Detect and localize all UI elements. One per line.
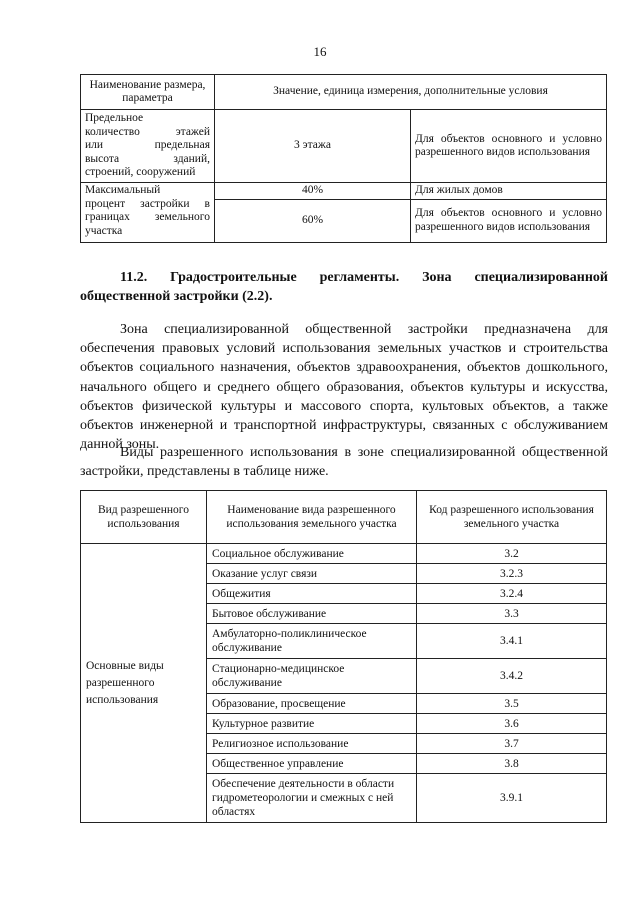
use-code: 3.9.1 [417, 774, 607, 823]
floors-row [81, 110, 607, 183]
coverage-param-line: Максимальный [85, 184, 161, 196]
page-number: 16 [313, 44, 327, 59]
section-heading: 11.2. Градостроительные регламенты. Зона специализированной общественной застройки (2.2). [80, 270, 608, 304]
floors-param-line: высота зданий, [85, 152, 210, 165]
value-header: Значение, единица измерения, дополнительные условия [215, 75, 607, 110]
use-code: 3.2.3 [417, 564, 607, 584]
use-name: Общежития [207, 584, 417, 604]
use-name: Оказание услуг связи [207, 564, 417, 584]
permitted-use-table-header [81, 491, 607, 544]
coverage-param-line: процент застройки в [85, 197, 210, 210]
coverage-value-other: 60% [215, 199, 411, 242]
use-name: Бытовое обслуживание [207, 604, 417, 624]
use-name: Стационарно-медицинское обслуживание [207, 659, 417, 694]
use-code: 3.4.1 [417, 624, 607, 659]
name-header: Наименование вида разрешенного использования земельного участка [207, 491, 417, 544]
use-name: Амбулаторно-поликлиническое обслуживание [207, 624, 417, 659]
use-name: Религиозное использование [207, 734, 417, 754]
use-name: Общественное управление [207, 754, 417, 774]
floors-param-line: или предельная [85, 139, 210, 152]
coverage-value-residential: 40% [215, 183, 411, 200]
use-name: Образование, просвещение [207, 694, 417, 714]
use-code: 3.5 [417, 694, 607, 714]
permitted-use-table [80, 490, 607, 823]
coverage-param-line: границах земельного [85, 211, 210, 223]
paragraph-zone-purpose: Зона специализированной общественной застройки предназначена для обеспечения правовых условий использования земельных участков и строительства объектов социального назначения, объектов здравоохранения, объектов дошкольного, начального общего и среднего общего образования, объектов культуры и искусства, объектов физической культуры и массового спорта, культовых объектов, а также объектов инженерной и транспортной инфраструктуры, связанных с обслуживанием данной зоны. [80, 322, 608, 453]
kind-header: Вид разрешенного использования [81, 491, 207, 544]
coverage-param-line: участка [85, 224, 123, 237]
floors-value: 3 этажа [215, 110, 411, 183]
table-row [81, 544, 607, 564]
coverage-row-1 [81, 183, 607, 200]
use-code: 3.4.2 [417, 659, 607, 694]
code-header: Код разрешенного использования земельного участка [417, 491, 607, 544]
parameters-table-header [81, 75, 607, 110]
floors-param-cell [81, 110, 215, 183]
use-code: 3.6 [417, 714, 607, 734]
use-name: Обеспечение деятельности в области гидрометеорологии и смежных с ней областях [207, 774, 417, 823]
floors-param-line: строений, сооружений [85, 166, 196, 179]
param-header: Наименование размера, параметра [81, 75, 215, 110]
coverage-condition-other: Для объектов основного и условно разрешенного видов использования [411, 199, 607, 242]
coverage-condition-residential: Для жилых домов [411, 183, 607, 200]
use-code: 3.7 [417, 734, 607, 754]
use-code: 3.2 [417, 544, 607, 564]
use-name: Социальное обслуживание [207, 544, 417, 564]
floors-param-line: Предельное [85, 112, 144, 125]
coverage-param-cell [81, 183, 215, 243]
use-code: 3.3 [417, 604, 607, 624]
floors-condition: Для объектов основного и условно разрешенного видов использования [411, 110, 607, 183]
use-code: 3.2.4 [417, 584, 607, 604]
paragraph-table-intro: Виды разрешенного использования в зоне специализированной общественной застройки, представлены в таблице ниже. [80, 445, 608, 480]
parameters-table [80, 74, 607, 243]
group-label: Основные виды разрешенного использования [81, 544, 207, 823]
use-code: 3.8 [417, 754, 607, 774]
use-name: Культурное развитие [207, 714, 417, 734]
floors-param-line: количество этажей [85, 125, 210, 138]
